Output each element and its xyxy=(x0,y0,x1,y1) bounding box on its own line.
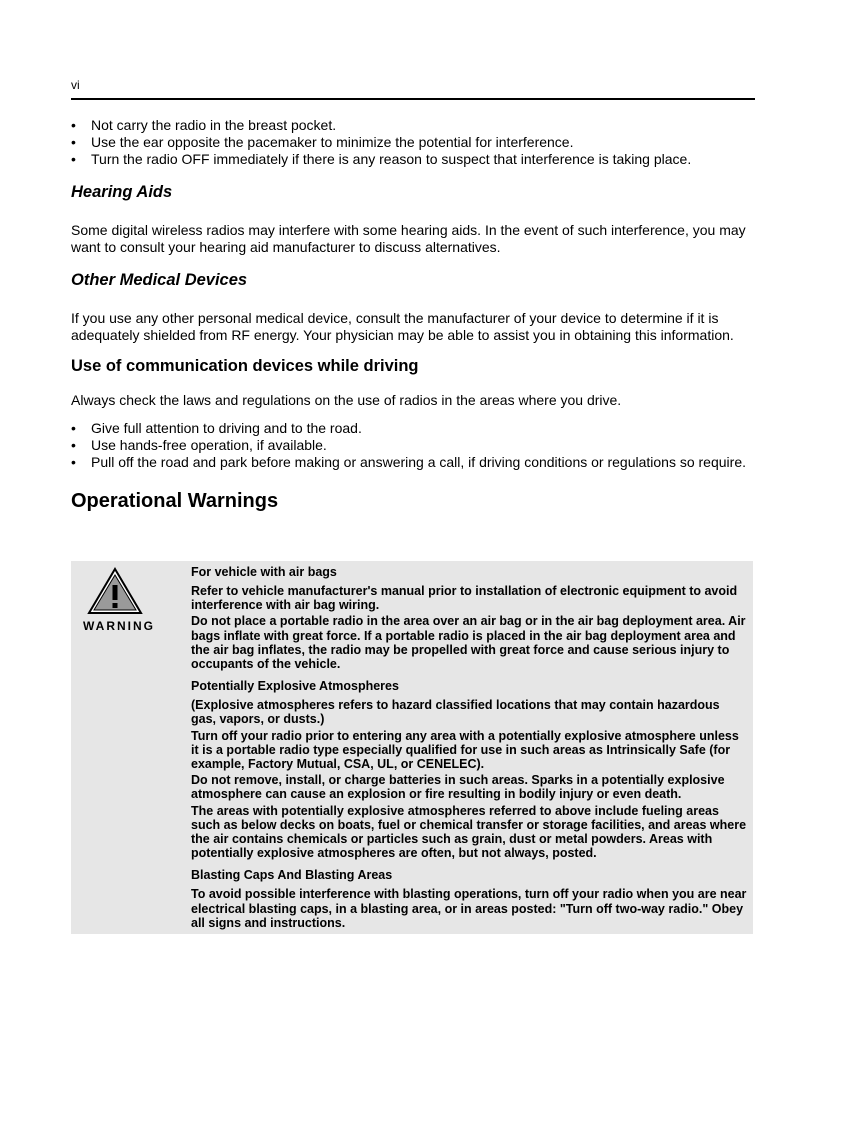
hearing-aids-text: Some digital wireless radios may interfere with some hearing aids. In the event of such interference, you may want to consult your hearing aid manufacturer to discuss alternatives. xyxy=(71,222,746,255)
page-number: vi xyxy=(71,78,80,92)
warning-text xyxy=(191,565,747,932)
air-bags-paragraph: Refer to vehicle manufacturer's manual prior to installation of electronic equipment to avoid interference with air bag wiring. xyxy=(191,584,738,613)
list-item: • Use the ear opposite the pacemaker to minimize the potential for interference. xyxy=(71,134,755,151)
list-item: • Give full attention to driving and to the road. xyxy=(71,420,755,437)
explosive-paragraph: The areas with potentially explosive atmospheres referred to above include fueling areas such as below decks on boats, fuel or chemical transfer or storage facilities, and areas where the air contains chemicals or particles such as grain, dust or metal powders. Areas with potentially explosive atmospheres are often, but not always, posted. xyxy=(191,803,747,861)
pacemaker-bullet-list xyxy=(71,117,755,168)
warning-triangle-icon xyxy=(87,567,143,615)
driving-heading: Use of communication devices while driving xyxy=(71,357,419,375)
warning-box xyxy=(71,561,753,934)
other-medical-text: If you use any other personal medical device, consult the manufacturer of your device to determine if it is adequately shielded from RF energy. Your physician may be able to assist you in obtaining this information. xyxy=(71,310,734,343)
warning-label: WARNING xyxy=(83,619,155,633)
air-bags-paragraph: Do not place a portable radio in the area over an air bag or in the air bag deployment area. Air bags inflate with great force. If a portable radio is placed in the air bag deployment area and the air bag inflates, the radio may be propelled with great force and cause serious injury to occupants of the vehicle. xyxy=(191,614,746,672)
driving-bullet-list xyxy=(71,420,755,471)
hearing-aids-heading: Hearing Aids xyxy=(71,183,173,201)
explosive-paragraph: Turn off your radio prior to entering any area with a potentially explosive atmosphere unless it is a portable radio type especially qualified for use in such areas as Intrinsically Safe (for example, Factory Mutual, CSA, UL, or CENELEC). xyxy=(191,728,739,772)
list-item: • Turn the radio OFF immediately if there is any reason to suspect that interference is taking place. xyxy=(71,151,755,168)
driving-intro: Always check the laws and regulations on the use of radios in the areas where you drive. xyxy=(71,392,622,408)
explosive-heading: Potentially Explosive Atmospheres xyxy=(191,679,399,694)
list-item: • Pull off the road and park before making or answering a call, if driving conditions or regulations so require. xyxy=(71,454,755,471)
explosive-paragraph: (Explosive atmospheres refers to hazard classified locations that may contain hazardous gas, vapors, or dusts.) xyxy=(191,698,720,727)
list-item: • Not carry the radio in the breast pocket. xyxy=(71,117,755,134)
list-item: • Use hands-free operation, if available. xyxy=(71,437,755,454)
blasting-heading: Blasting Caps And Blasting Areas xyxy=(191,868,393,883)
header-rule xyxy=(71,98,755,100)
page-content xyxy=(71,117,755,513)
operational-warnings-heading: Operational Warnings xyxy=(71,490,279,512)
other-medical-heading: Other Medical Devices xyxy=(71,271,248,289)
air-bags-heading: For vehicle with air bags xyxy=(191,565,337,579)
explosive-paragraph: Do not remove, install, or charge batteries in such areas. Sparks in a potentially explosive atmosphere can cause an explosion or fire resulting in bodily injury or even death. xyxy=(191,773,725,802)
blasting-paragraph: To avoid possible interference with blasting operations, turn off your radio when you are near electrical blasting caps, in a blasting area, or in areas posted: "Turn off two-way radio." Obey all signs and instructions. xyxy=(191,887,747,930)
